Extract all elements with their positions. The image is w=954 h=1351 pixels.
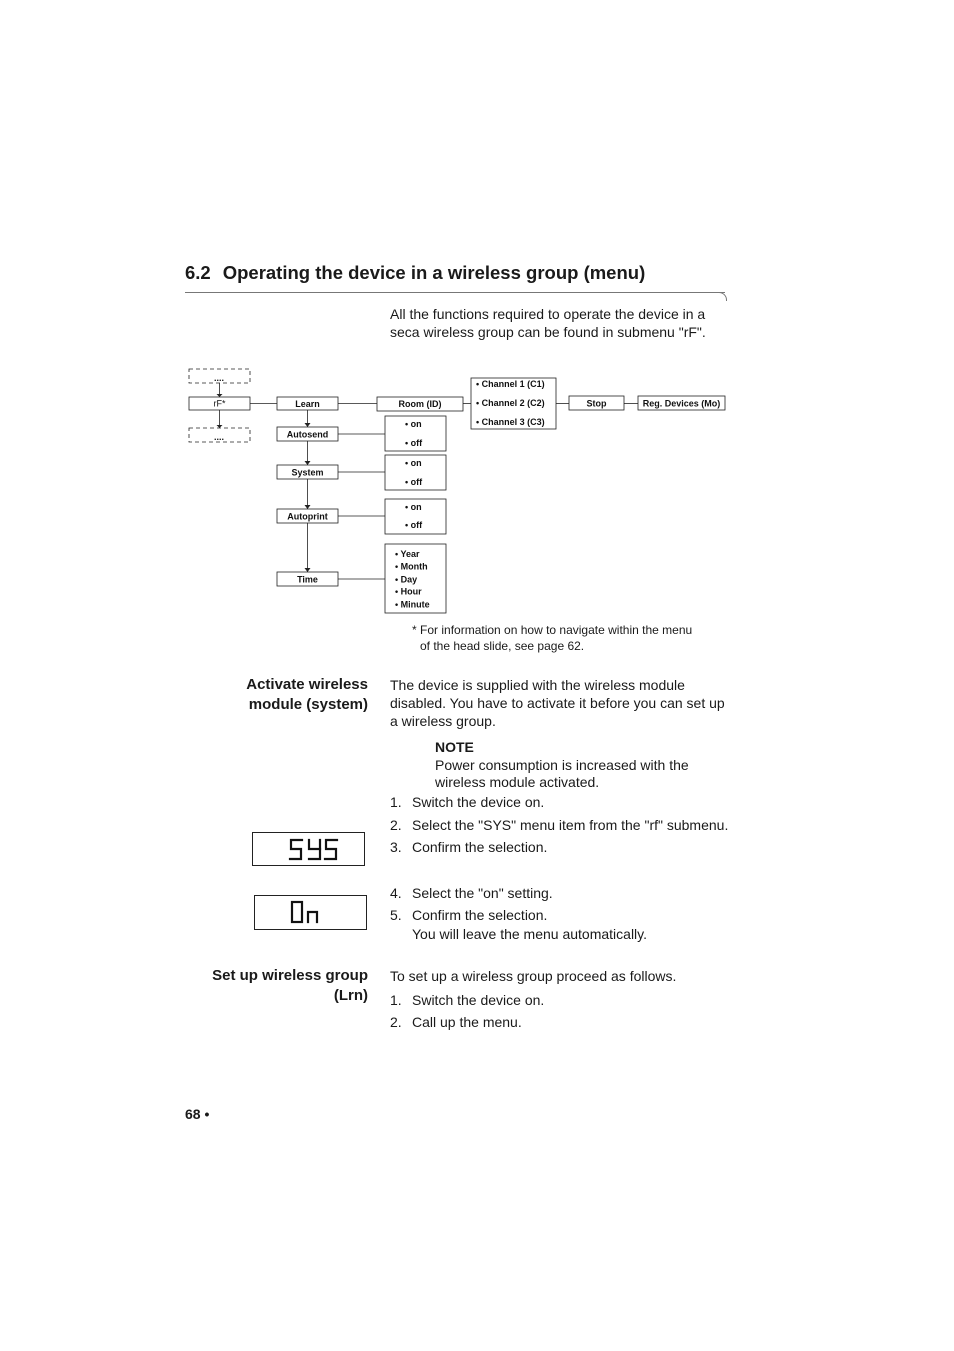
dots-bottom: .... [214, 432, 225, 442]
intro-paragraph: All the functions required to operate the device in a seca wireless group can be found in submenu "rF". [390, 306, 706, 340]
step-number: 3. [390, 839, 402, 855]
section-heading [185, 262, 645, 284]
autosend-on: • on [405, 419, 422, 429]
activate-step-2 [390, 817, 728, 834]
channel-2-label: • Channel 2 (C2) [476, 398, 545, 408]
activate-heading [185, 675, 368, 715]
activate-heading-line1: Activate wireless [246, 676, 368, 693]
autoprint-on: • on [405, 502, 422, 512]
setup-heading [185, 966, 368, 1006]
activate-step-1 [390, 794, 544, 811]
activate-heading-line2: module (system) [248, 696, 368, 713]
footnote-line1: For information on how to navigate within the menu [420, 623, 693, 637]
stop-label: Stop [586, 398, 607, 409]
page-number: 68 • [185, 1106, 210, 1122]
step-number: 5. [390, 907, 402, 923]
time-label: Time [297, 574, 318, 585]
step-text: Confirm the selection. [412, 839, 548, 855]
setup-step-1 [390, 992, 544, 1009]
step-text: Switch the device on. [412, 794, 545, 810]
note-title: NOTE [435, 739, 474, 755]
step-number: 1. [390, 794, 402, 810]
activate-step-5 [390, 907, 547, 924]
heading-rule [185, 292, 725, 293]
dots-top: .... [214, 373, 225, 383]
step-number: 1. [390, 992, 402, 1008]
step-number: 2. [390, 817, 402, 833]
autoprint-off: • off [405, 520, 423, 530]
activate-step-5-sub: You will leave the menu automatically. [412, 926, 648, 942]
step-number: 4. [390, 885, 402, 901]
lcd-display-sys [252, 832, 365, 866]
heading-rule-curl [716, 292, 727, 301]
section-number: 6.2 [185, 262, 211, 283]
autosend-off: • off [405, 438, 423, 448]
setup-heading-line2: (Lrn) [333, 987, 368, 1004]
channel-1-label: • Channel 1 (C1) [476, 379, 545, 389]
step-text: Select the "SYS" menu item from the "rf" submenu. [412, 817, 729, 833]
setup-paragraph: To set up a wireless group proceed as follows. [390, 968, 677, 984]
system-label: System [291, 467, 324, 478]
room-id-label: Room (ID) [398, 399, 442, 409]
step-text: Confirm the selection. [412, 907, 548, 923]
step-text: Call up the menu. [412, 1014, 522, 1030]
step-text: Select the "on" setting. [412, 885, 553, 901]
note-text: Power consumption is increased with the wireless module activated. [435, 757, 689, 790]
reg-devices-label: Reg. Devices (Mo) [642, 398, 721, 409]
activate-step-3 [390, 839, 547, 856]
step-text: Switch the device on. [412, 992, 545, 1008]
autoprint-label: Autoprint [287, 511, 328, 522]
footnote-star: * [412, 623, 417, 637]
channel-3-label: • Channel 3 (C3) [476, 417, 545, 427]
setup-step-2 [390, 1014, 522, 1031]
footnote [412, 622, 722, 654]
time-option-minute: • Minute [395, 599, 430, 610]
step-number: 2. [390, 1014, 402, 1030]
seven-segment-on [255, 896, 366, 929]
footnote-line2: of the head slide, see page 62. [420, 639, 585, 653]
time-option-year: • Year [395, 549, 420, 559]
system-on: • on [405, 458, 422, 468]
section-title: Operating the device in a wireless group (menu) [222, 262, 646, 283]
activate-step-4 [390, 885, 553, 902]
time-option-day: • Day [395, 574, 418, 585]
time-option-month: • Month [395, 561, 428, 572]
rf-label: rF* [213, 398, 226, 409]
seven-segment-sys [253, 833, 364, 865]
activate-paragraph: The device is supplied with the wireless module disabled. You have to activate it before you can set up a wireless group. [390, 677, 725, 729]
system-off: • off [405, 477, 423, 487]
time-option-hour: • Hour [395, 586, 422, 597]
learn-label: Learn [295, 399, 320, 409]
lcd-display-on [254, 895, 367, 930]
setup-heading-line1: Set up wireless group [212, 967, 368, 984]
menu-diagram [180, 360, 740, 620]
autosend-label: Autosend [286, 429, 329, 440]
